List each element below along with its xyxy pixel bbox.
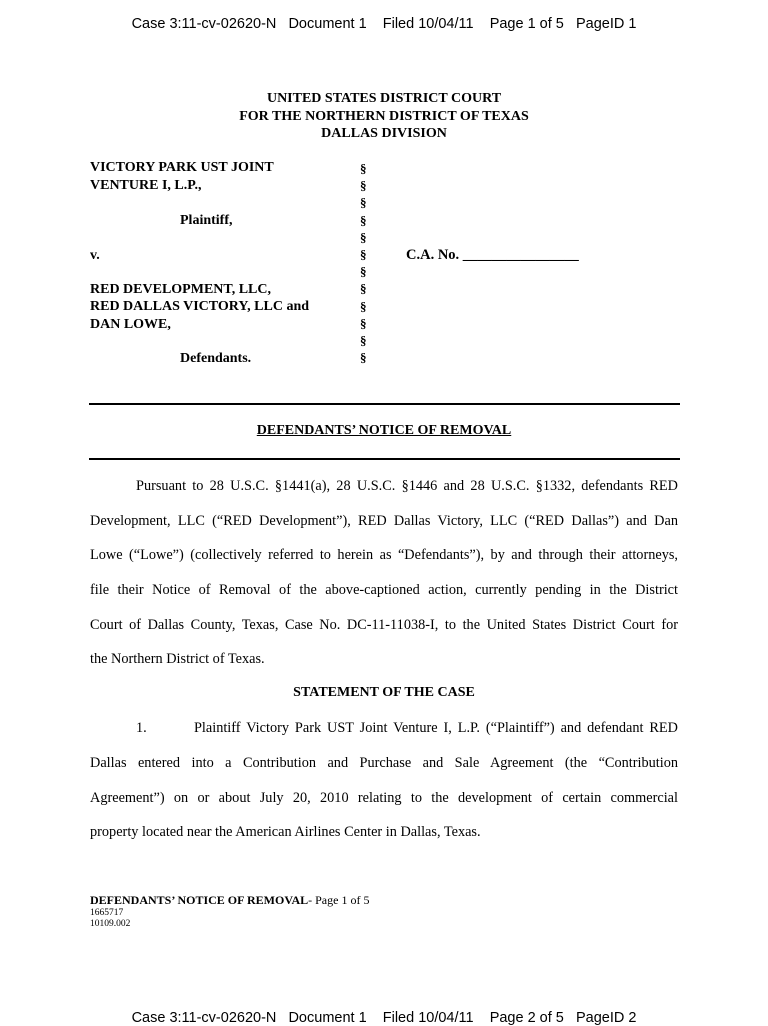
footer-page-number: - Page 1 of 5 [308, 893, 370, 907]
next-page-case-stamp: Case 3:11-cv-02620-N Document 1 Filed 10/04/11 Page 2 of 5 PageID 2 [131, 1010, 637, 1026]
title-bottom-rule [89, 458, 680, 460]
title-top-rule [89, 403, 680, 405]
intro-line: the Northern District of Texas. [90, 651, 265, 667]
intro-line: Court of Dallas County, Texas, Case No. DC-11-11038-I, to the United States District Court for [90, 617, 678, 633]
intro-line: Development, LLC (“RED Development”), RED Dallas Victory, LLC (“RED Dallas”) and Dan [90, 513, 678, 529]
court-line-3: DALLAS DIVISION [321, 126, 447, 141]
defendant-name-line-2: RED DALLAS VICTORY, LLC and [90, 299, 310, 314]
court-line-1: UNITED STATES DISTRICT COURT [266, 91, 502, 106]
defendant-name-line-1: RED DEVELOPMENT, LLC, [90, 282, 271, 297]
document-title: DEFENDANTS’ NOTICE OF REMOVAL [256, 423, 512, 438]
plaintiff-role: Plaintiff, [180, 213, 233, 228]
intro-line: Lowe (“Lowe”) (collectively referred to herein as “Defendants”), by and through their attorneys, [90, 547, 678, 563]
intro-line: file their Notice of Removal of the above-captioned action, currently pending in the District [90, 582, 678, 598]
case-number-label: C.A. No. ________________ [406, 247, 579, 263]
statement-heading: STATEMENT OF THE CASE [293, 685, 475, 700]
footer-matter-number: 10109.002 [90, 919, 131, 929]
section-symbol-column: § § § § § § § § § § § § [360, 161, 367, 366]
plaintiff-name-line-1: VICTORY PARK UST JOINT [90, 160, 274, 175]
plaintiff-name-line-2: VENTURE I, L.P., [90, 178, 202, 193]
paragraph-line: property located near the American Airlines Center in Dallas, Texas. [90, 824, 481, 840]
defendant-name-line-3: DAN LOWE, [90, 317, 171, 332]
paragraph-line: Dallas entered into a Contribution and Purchase and Sale Agreement (the “Contribution [90, 755, 678, 771]
defendant-role: Defendants. [180, 351, 252, 366]
versus-label: v. [90, 248, 100, 263]
intro-line: Pursuant to 28 U.S.C. §1441(a), 28 U.S.C. §1446 and 28 U.S.C. §1332, defendants RED [136, 478, 678, 494]
footer-title: DEFENDANTS’ NOTICE OF REMOVAL [90, 893, 309, 907]
footer-doc-number: 1665717 [90, 908, 124, 918]
paragraph-line: 1. Plaintiff Victory Park UST Joint Venture I, L.P. (“Plaintiff”) and defendant RED [136, 720, 678, 736]
footer-title-line [90, 893, 369, 908]
header-case-stamp: Case 3:11-cv-02620-N Document 1 Filed 10/04/11 Page 1 of 5 PageID 1 [131, 16, 637, 32]
court-name-block [0, 90, 768, 143]
paragraph-line: Agreement”) on or about July 20, 2010 relating to the development of certain commercial [90, 790, 678, 806]
court-line-2: FOR THE NORTHERN DISTRICT OF TEXAS [239, 108, 529, 124]
